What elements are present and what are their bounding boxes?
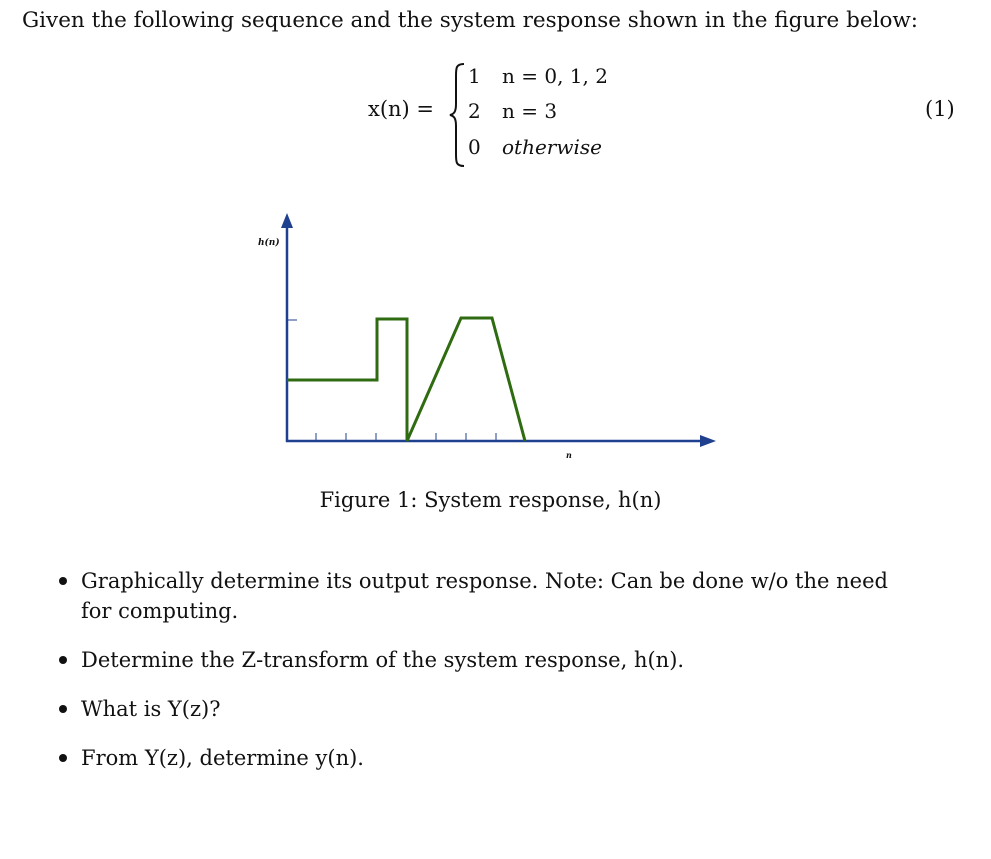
bullet-icon	[59, 577, 67, 585]
intro-text: Given the following sequence and the system response shown in the figure below:	[22, 8, 919, 33]
h-n-signal-line	[287, 318, 525, 441]
bullet-icon	[59, 754, 67, 762]
figure-plot	[250, 210, 730, 470]
equation-block	[0, 60, 991, 170]
bullet-icon	[59, 656, 67, 664]
case-condition: n = 0, 1, 2	[502, 64, 608, 88]
case-value: 1	[468, 64, 481, 88]
list-item-text: From Y(z), determine y(n).	[81, 746, 364, 770]
system-response-figure	[250, 210, 730, 470]
equation-lhs: x(n) =	[368, 97, 435, 121]
list-item-text: Graphically determine its output response. Note: Can be done w/o the need for computing.	[81, 569, 888, 623]
list-item	[55, 694, 925, 724]
figure-caption: Figure 1: System response, h(n)	[319, 488, 662, 512]
y-axis-arrow-icon	[281, 213, 293, 228]
list-item	[55, 566, 925, 626]
list-item	[55, 645, 925, 675]
question-list	[55, 566, 925, 773]
list-item-text: Determine the Z-transform of the system response, h(n).	[81, 648, 685, 672]
left-brace	[448, 62, 468, 168]
x-axis-label: n	[566, 450, 572, 460]
case-value: 2	[468, 99, 481, 123]
list-item-text: What is Y(z)?	[81, 697, 221, 721]
y-axis-label: h(n)	[258, 238, 280, 248]
bullet-icon	[59, 705, 67, 713]
x-axis-arrow-icon	[700, 435, 716, 447]
list-item	[55, 743, 925, 773]
case-condition: n = 3	[502, 99, 558, 123]
case-condition: otherwise	[502, 135, 602, 159]
case-value: 0	[468, 135, 481, 159]
equation-number: (1)	[925, 97, 955, 121]
